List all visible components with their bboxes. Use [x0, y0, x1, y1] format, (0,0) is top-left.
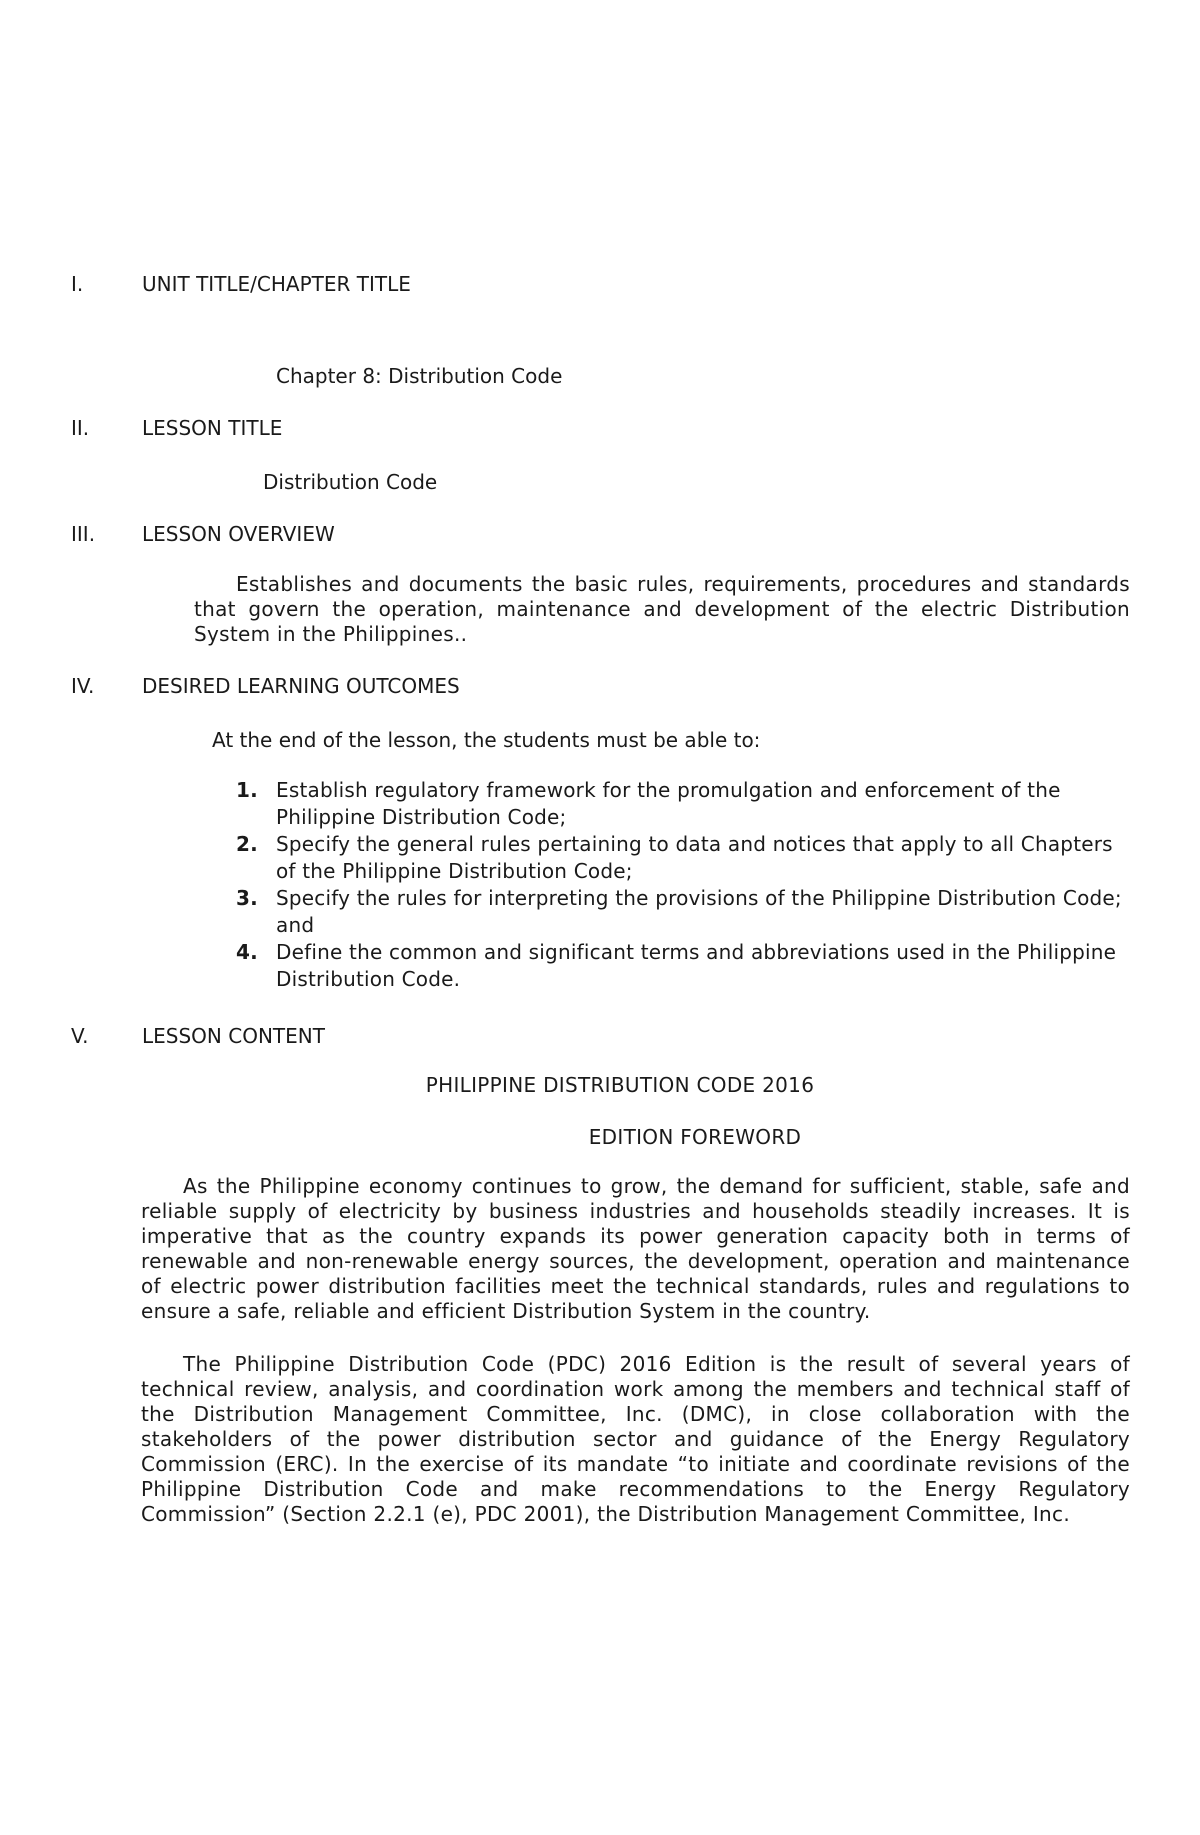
content-main-title: PHILIPPINE DISTRIBUTION CODE 2016 [425, 1073, 815, 1097]
lesson-title: Distribution Code [263, 470, 438, 494]
list-item-number: 4. [236, 940, 258, 964]
overview-paragraph: Establishes and documents the basic rules, requirements, procedures and standards that govern the operation, maintenance and development of the electric Distribution System in the Philippines.. [194, 572, 1130, 646]
foreword-paragraph-2: The Philippine Distribution Code (PDC) 2016 Edition is the result of several years of technical review, analysis, and coordination work among the members and technical staff of the Distribution Management Committee, Inc. (DMC), in close collaboration with the stakeholders of the power distribution sector and guidance of the Energy Regulatory Commission (ERC). In the exercise of its mandate “to initiate and coordinate revisions of the Philippine Distribution Code and make recommendations to the Energy Regulatory Commission” (Section 2.2.1 (e), PDC 2001), the Distribution Management Committee, Inc. [141, 1352, 1130, 1526]
list-item-text: Specify the rules for interpreting the provisions of the Philippine Distribution Code; and [276, 886, 1122, 937]
list-item-text: Establish regulatory framework for the promulgation and enforcement of the Philippine Distribution Code; [276, 778, 1061, 829]
list-item [236, 939, 1136, 993]
foreword-paragraph-1: As the Philippine economy continues to grow, the demand for sufficient, stable, safe and reliable supply of electricity by business industries and households steadily increases. It is imperative that as the country expands its power generation capacity both in terms of renewable and non-renewable energy sources, the development, operation and maintenance of electric power distribution facilities meet the technical standards, rules and regulations to ensure a safe, reliable and efficient Distribution System in the country. [141, 1174, 1130, 1323]
section-numeral: I. [71, 272, 84, 296]
section-numeral: V. [71, 1024, 89, 1048]
content-sub-title: EDITION FOREWORD [588, 1125, 802, 1149]
section-title: LESSON CONTENT [142, 1024, 325, 1048]
section-title: UNIT TITLE/CHAPTER TITLE [142, 272, 411, 296]
list-item-number: 3. [236, 886, 258, 910]
section-title: DESIRED LEARNING OUTCOMES [142, 674, 460, 698]
list-item [236, 831, 1136, 885]
section-title: LESSON OVERVIEW [142, 522, 335, 546]
section-numeral: III. [71, 522, 96, 546]
list-item-text: Define the common and significant terms and abbreviations used in the Philippine Distribution Code. [276, 940, 1117, 991]
chapter-title: Chapter 8: Distribution Code [276, 364, 563, 388]
outcomes-intro: At the end of the lesson, the students must be able to: [212, 728, 761, 752]
list-item-text: Specify the general rules pertaining to data and notices that apply to all Chapters of the Philippine Distribution Code; [276, 832, 1113, 883]
list-item [236, 885, 1136, 939]
outcomes-list [236, 777, 1136, 993]
section-numeral: IV. [71, 674, 95, 698]
section-numeral: II. [71, 416, 90, 440]
list-item-number: 2. [236, 832, 258, 856]
section-title: LESSON TITLE [142, 416, 283, 440]
list-item-number: 1. [236, 778, 258, 802]
list-item [236, 777, 1136, 831]
